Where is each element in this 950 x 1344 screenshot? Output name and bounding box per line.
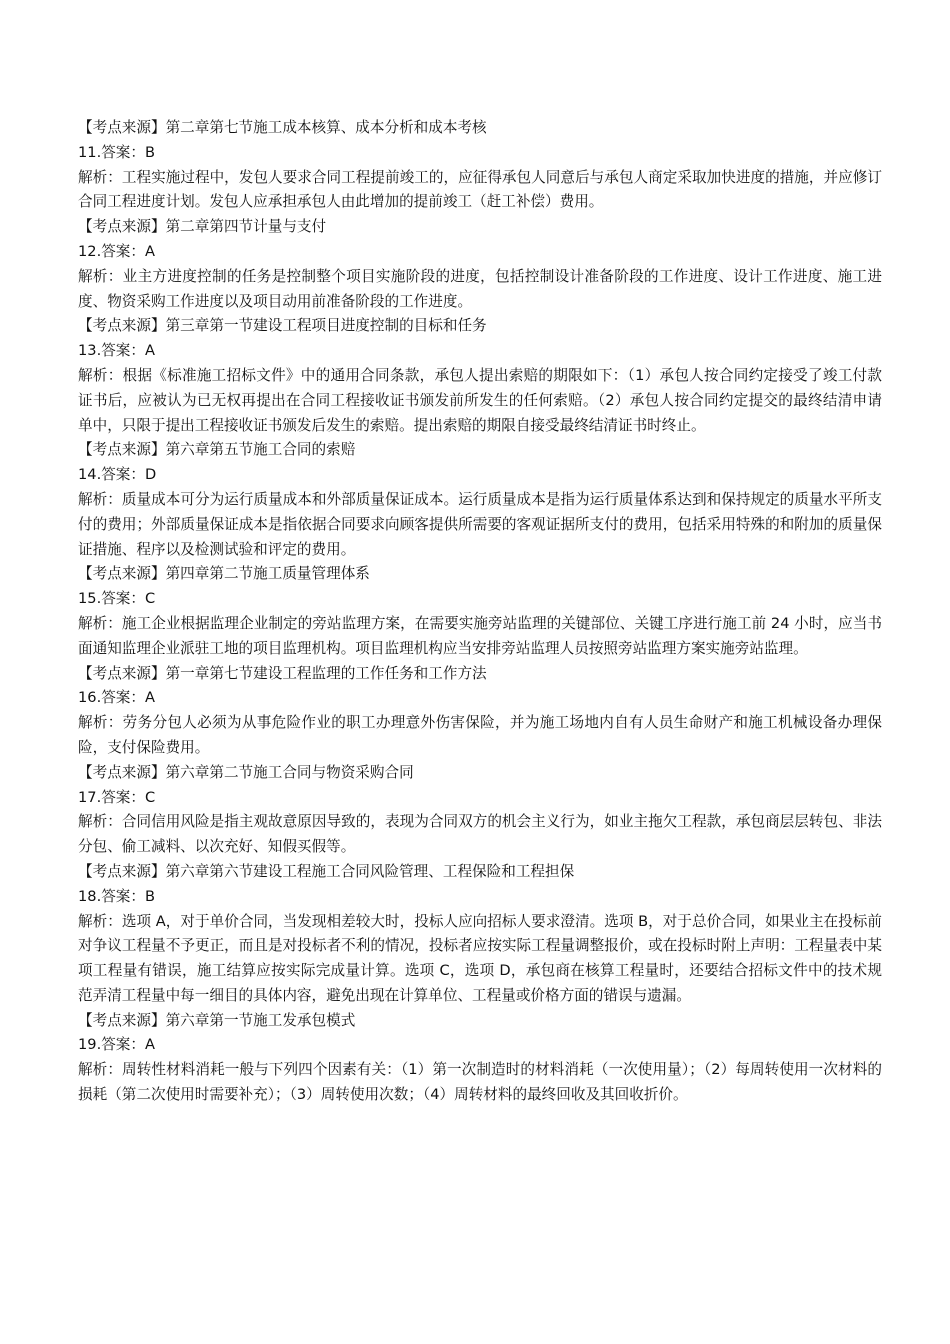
source-line: 【考点来源】第六章第六节建设工程施工合同风险管理、工程保险和工程担保: [78, 862, 575, 880]
analysis-paragraph: 解析：选项 A，对于单价合同，当发现相差较大时，投标人应向招标人要求澄清。选项 B，对于总价合同，如果业主在投标前对争议工程量不予更正，而且是对投标者不利的情况，投标者应按实际工程量调整报价，或在投标时附上声明：工程量表中某项工程量有错误，施工结算应按实际完成量计算。选项 C，选项 D，承包商在核算工程量时，还要结合招标文件中的技术规范弄清工程量中每一细目的具体内容，避免出现在计算单位、工程量或价格方面的错误与遗漏。: [78, 912, 882, 1004]
source-line: 【考点来源】第六章第一节施工发承包模式: [78, 1011, 356, 1029]
analysis-paragraph: 解析：施工企业根据监理企业制定的旁站监理方案，在需要实施旁站监理的关键部位、关键工序进行施工前 24 小时，应当书面通知监理企业派驻工地的项目监理机构。项目监理机构应当安排旁站监理人员按照旁站监理方案实施旁站监理。: [78, 614, 882, 657]
source-line: 【考点来源】第三章第一节建设工程项目进度控制的目标和任务: [78, 317, 487, 335]
source-line: 【考点来源】第二章第七节施工成本核算、成本分析和成本考核: [78, 119, 487, 136]
answer-line: 15.答案：C: [78, 590, 156, 608]
answer-line: 14.答案：D: [78, 466, 157, 484]
answer-line: 11.答案：B: [78, 143, 156, 161]
answer-line: 12.答案：A: [78, 242, 155, 260]
analysis-paragraph: 解析：根据《标准施工招标文件》中的通用合同条款，承包人提出索赔的期限如下：（1）承包人按合同约定接受了竣工付款证书后，应被认为已无权再提出在合同工程接收证书颁发前所发生的任何索赔。（2）承包人按合同约定提交的最终结清申请单中，只限于提出工程接收证书颁发后发生的索赔。提出索赔的期限自接受最终结清证书时终止。: [78, 366, 882, 434]
analysis-paragraph: 解析：劳务分包人必须为从事危险作业的职工办理意外伤害保险，并为施工场地内自有人员生命财产和施工机械设备办理保险，支付保险费用。: [78, 714, 882, 756]
source-line: 【考点来源】第二章第四节计量与支付: [78, 218, 327, 236]
answer-line: 13.答案：A: [78, 342, 155, 360]
source-line: 【考点来源】第四章第二节施工质量管理体系: [78, 565, 370, 583]
answer-line: 19.答案：A: [78, 1036, 155, 1054]
answer-line: 18.答案：B: [78, 887, 156, 905]
analysis-paragraph: 解析：工程实施过程中，发包人要求合同工程提前竣工的，应征得承包人同意后与承包人商定采取加快进度的措施，并应修订合同工程进度计划。发包人应承担承包人由此增加的提前竣工（赶工补偿）费用。: [78, 168, 882, 211]
analysis-paragraph: 解析：合同信用风险是指主观故意原因导致的，表现为合同双方的机会主义行为，如业主拖欠工程款，承包商层层转包、非法分包、偷工减料、以次充好、知假买假等。: [78, 813, 882, 856]
analysis-paragraph: 解析：周转性材料消耗一般与下列四个因素有关：（1）第一次制造时的材料消耗（一次使用量）；（2）每周转使用一次材料的损耗（第二次使用时需要补充）；（3）周转使用次数；（4）周转材料的最终回收及其回收折价。: [78, 1061, 882, 1104]
analysis-paragraph: 解析：质量成本可分为运行质量成本和外部质量保证成本。运行质量成本是指为运行质量体系达到和保持规定的质量水平所支付的费用；外部质量保证成本是指依据合同要求向顾客提供所需要的客观证据所支付的费用，包括采用特殊的和附加的质量保证措施、程序以及检测试验和评定的费用。: [78, 490, 882, 558]
source-line: 【考点来源】第一章第七节建设工程监理的工作任务和工作方法: [78, 664, 487, 682]
source-line: 【考点来源】第六章第二节施工合同与物资采购合同: [78, 763, 414, 781]
source-line: 【考点来源】第六章第五节施工合同的索赔: [78, 441, 356, 459]
analysis-paragraph: 解析：业主方进度控制的任务是控制整个项目实施阶段的进度，包括控制设计准备阶段的工作进度、设计工作进度、施工进度、物资采购工作进度以及项目动用前准备阶段的工作进度。: [78, 267, 882, 310]
answer-document: [78, 116, 882, 1108]
answer-line: 16.答案：A: [78, 689, 155, 707]
answer-line: 17.答案：C: [78, 788, 156, 806]
